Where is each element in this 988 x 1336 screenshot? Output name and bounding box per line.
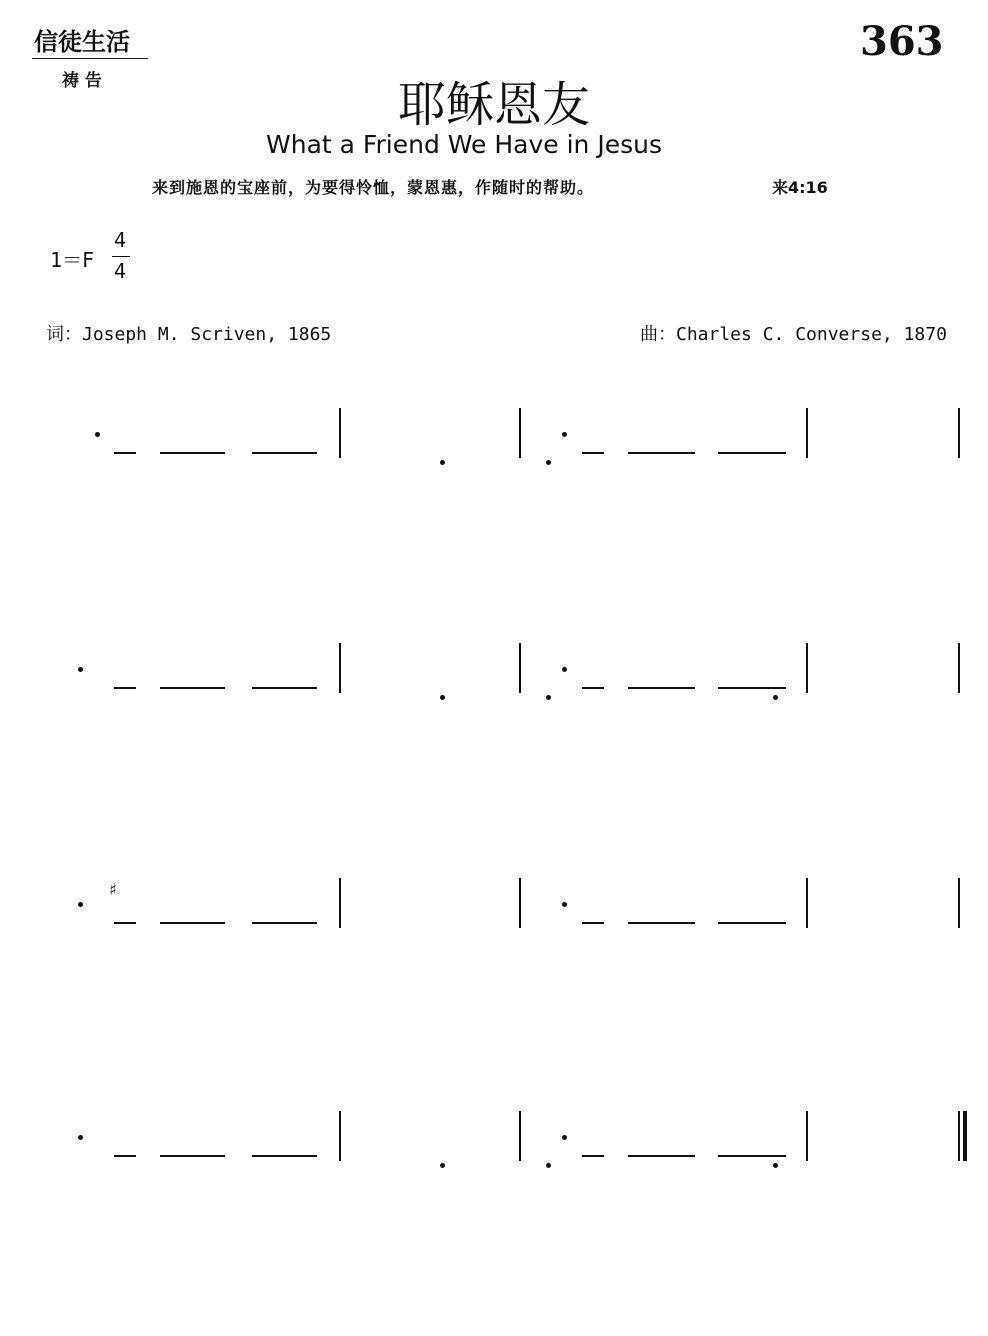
time-signature-bottom: 4 [114, 259, 127, 283]
beam-underline [718, 452, 786, 454]
beam-underline [252, 687, 317, 689]
scripture-reference: 来4:16 [772, 178, 828, 197]
beam-underline [628, 1155, 695, 1157]
barline [519, 1111, 521, 1161]
barline [339, 643, 341, 693]
barline [339, 1111, 341, 1161]
beam-underline [114, 922, 136, 924]
beam-underline [252, 1155, 317, 1157]
lower-octave-dot [440, 1163, 445, 1168]
barline [958, 408, 960, 458]
lower-octave-dot [773, 1163, 778, 1168]
beam-underline [160, 1155, 225, 1157]
beam-underline [114, 1155, 136, 1157]
lower-octave-dot [546, 695, 551, 700]
beam-underline [160, 452, 225, 454]
barline [339, 408, 341, 458]
barline [958, 878, 960, 928]
hymn-number: 363 [860, 18, 944, 65]
beam-underline [718, 687, 786, 689]
beam-underline [718, 1155, 786, 1157]
beam-underline [582, 922, 604, 924]
augmentation-dot [78, 667, 83, 672]
hymn-title-chinese: 耶稣恩友 [397, 77, 590, 133]
barline [806, 1111, 808, 1161]
augmentation-dot [78, 1135, 83, 1140]
beam-underline [114, 452, 136, 454]
barline [519, 878, 521, 928]
beam-underline [628, 452, 695, 454]
beam-underline [252, 922, 317, 924]
barline [958, 643, 960, 693]
beam-underline [160, 922, 225, 924]
barline [806, 878, 808, 928]
lyricist-credit: 词：Joseph M. Scriven, 1865 [46, 324, 332, 345]
lower-octave-dot [773, 695, 778, 700]
hymn-title-english: What a Friend We Have in Jesus [266, 130, 662, 159]
augmentation-dot [562, 667, 567, 672]
lower-octave-dot [546, 1163, 551, 1168]
barline [339, 878, 341, 928]
header-divider [32, 58, 148, 59]
scripture-verse: 来到施恩的宝座前，为要得怜恤，蒙恩惠，作随时的帮助。 [152, 178, 595, 197]
beam-underline [628, 922, 695, 924]
book-title: 信徒生活 [34, 27, 130, 56]
final-barline [963, 1111, 967, 1161]
barline [519, 408, 521, 458]
beam-underline [628, 687, 695, 689]
augmentation-dot [78, 902, 83, 907]
time-signature-bar [112, 256, 130, 257]
beam-underline [160, 687, 225, 689]
beam-underline [582, 452, 604, 454]
category-label: 祷 告 [62, 71, 102, 91]
key-signature: 1＝F [50, 248, 95, 272]
augmentation-dot [562, 432, 567, 437]
barline [806, 408, 808, 458]
time-signature-top: 4 [114, 228, 127, 252]
barline [519, 643, 521, 693]
beam-underline [582, 687, 604, 689]
beam-underline [582, 1155, 604, 1157]
augmentation-dot [562, 1135, 567, 1140]
beam-underline [252, 452, 317, 454]
lower-octave-dot [440, 695, 445, 700]
barline [806, 643, 808, 693]
lower-octave-dot [440, 460, 445, 465]
composer-credit: 曲：Charles C. Converse, 1870 [640, 324, 947, 345]
augmentation-dot [95, 432, 100, 437]
sharp-sign: ♯ [109, 880, 117, 899]
barline [958, 1111, 960, 1161]
beam-underline [114, 687, 136, 689]
lower-octave-dot [546, 460, 551, 465]
beam-underline [718, 922, 786, 924]
augmentation-dot [562, 902, 567, 907]
